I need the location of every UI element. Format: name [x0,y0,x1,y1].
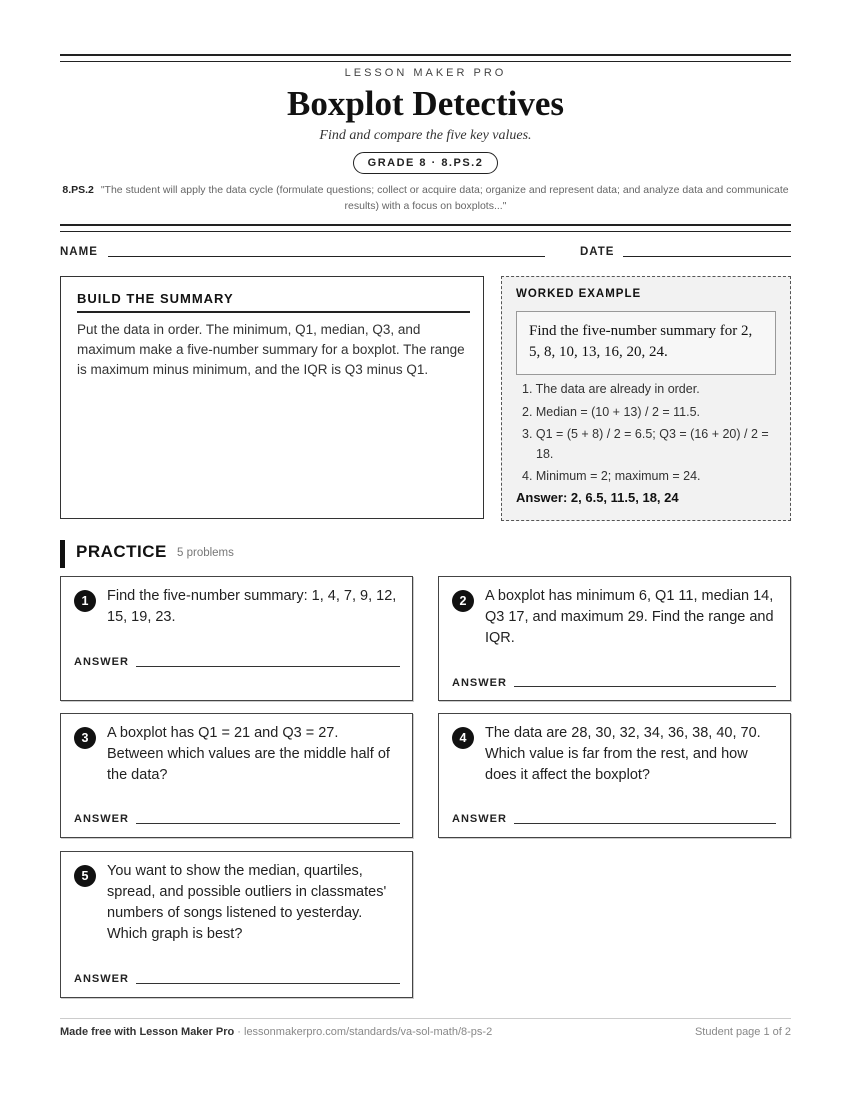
standard-text: "The student will apply the data cycle (formulate questions; collect or acquire data; organize and represent data; and analyze data and communicate results) with a focus on boxplots..." [100,184,789,212]
header-bottom-rule [60,224,791,232]
worked-step: 2. Median = (10 + 13) / 2 = 11.5. [522,404,701,419]
date-field[interactable] [623,256,791,257]
problem-text: The data are 28, 30, 32, 34, 36, 38, 40, 70. Which value is far from the rest, and how does it affect the boxplot? [485,725,761,783]
page-title: Boxplot Detectives [286,84,564,123]
footer-page-number: Student page 1 of 2 [694,1026,791,1038]
answer-label: ANSWER [74,973,129,985]
top-rule [60,54,791,62]
problem-card-5 [60,851,413,998]
footer-credit [60,1026,492,1038]
name-label: NAME [60,246,98,258]
standard-code: 8.PS.2 [62,184,94,196]
answer-field[interactable] [514,823,776,824]
problem-card-1 [60,576,413,701]
answer-field[interactable] [136,823,400,824]
worked-step: 3. Q1 = (5 + 8) / 2 = 6.5; Q3 = (16 + 20) / 2 = 18. [522,427,769,461]
name-field[interactable] [108,256,545,257]
worked-example-problem: Find the five-number summary for 2, 5, 8, 10, 13, 16, 20, 24. [516,311,776,375]
page-subtitle: Find and compare the five key values. [319,128,532,143]
answer-field[interactable] [514,686,776,687]
problem-text: A boxplot has minimum 6, Q1 11, median 14, Q3 17, and maximum 29. Find the range and IQR. [485,588,774,646]
grade-badge: GRADE 8 · 8.PS.2 [353,152,499,174]
worked-step: 1. The data are already in order. [522,382,700,396]
summary-body: Put the data in order. The minimum, Q1, median, Q3, and maximum make a five-number summary for a boxplot. The range is maximum minus minimum, and the IQR is Q3 minus Q1. [77,322,465,377]
footer-url[interactable]: · lessonmakerpro.com/standards/va-sol-math/8-ps-2 [234,1026,493,1038]
summary-heading: BUILD THE SUMMARY [77,291,470,313]
answer-label: ANSWER [74,813,129,825]
answer-label: ANSWER [452,677,507,689]
worked-example-heading: WORKED EXAMPLE [516,288,642,300]
problem-text: Find the five-number summary: 1, 4, 7, 9, 12, 15, 19, 23. [107,588,397,625]
problem-number: 1 [74,590,96,612]
worked-example-steps [522,380,784,490]
summary-panel [60,276,484,519]
problem-number: 3 [74,727,96,749]
answer-field[interactable] [136,983,400,984]
problem-card-4 [438,713,791,838]
footer-rule [60,1018,791,1019]
worked-step: 4. Minimum = 2; maximum = 24. [522,469,701,483]
answer-label: ANSWER [452,813,507,825]
badge-wrap [60,152,791,174]
practice-count: 5 problems [177,547,234,559]
problem-number: 4 [452,727,474,749]
problem-text: You want to show the median, quartiles, spread, and possible outliers in classmates' numbers of songs listened to yesterday. Which graph is best? [107,863,387,942]
worked-example-answer: Answer: 2, 6.5, 11.5, 18, 24 [516,490,679,505]
footer-made-with: Made free with Lesson Maker Pro [60,1026,235,1038]
problem-number: 2 [452,590,474,612]
problem-card-2 [438,576,791,701]
problem-card-3 [60,713,413,838]
answer-field[interactable] [136,666,400,667]
answer-label: ANSWER [74,656,129,668]
brand-name: LESSON MAKER PRO [344,67,507,79]
practice-accent-bar [60,540,65,568]
date-label: DATE [580,246,615,258]
practice-heading: PRACTICE [76,542,167,561]
worked-example-panel [501,276,791,521]
problem-text: A boxplot has Q1 = 21 and Q3 = 27. Between which values are the middle half of the data? [107,725,390,783]
standard-description [60,182,791,214]
problem-number: 5 [74,865,96,887]
worksheet-page [60,0,791,1100]
